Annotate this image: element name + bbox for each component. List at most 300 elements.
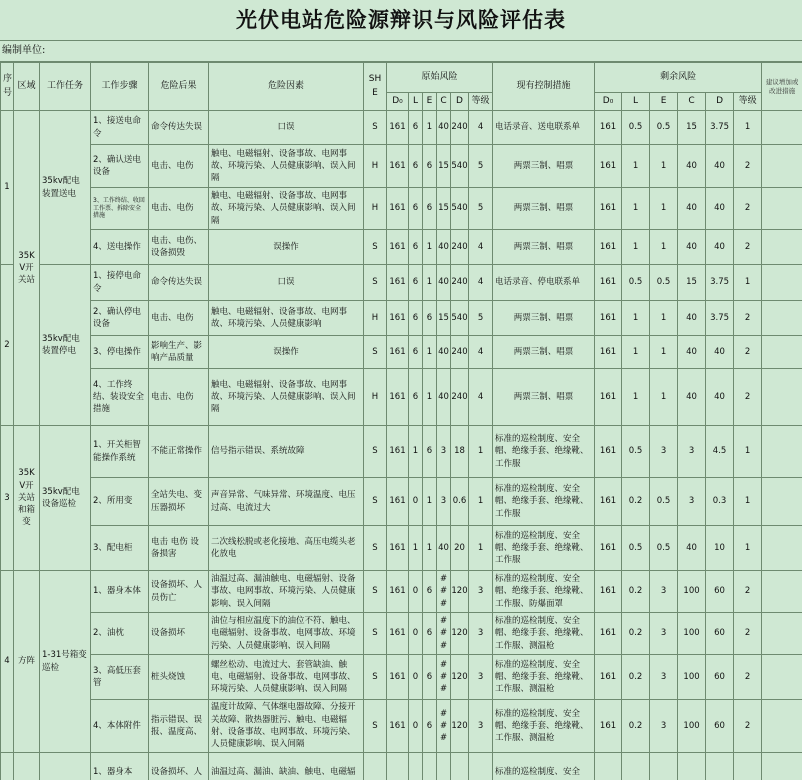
residual-rc-cell[interactable]: 40 (678, 369, 706, 426)
original-lv-cell[interactable]: 5 (469, 188, 493, 230)
residual-re-cell[interactable] (650, 753, 678, 780)
she-cell[interactable]: S (364, 655, 387, 700)
original-d0-cell[interactable]: 161 (387, 655, 409, 700)
residual-rl-cell[interactable]: 1 (622, 230, 650, 265)
original-l-cell[interactable]: 0 (409, 613, 423, 655)
residual-re-cell[interactable]: 0.5 (650, 478, 678, 526)
consequence-cell[interactable]: 设备损坏、人 (149, 753, 209, 780)
residual-rl-cell[interactable]: 0.5 (622, 265, 650, 301)
consequence-cell[interactable]: 影响生产、影响产品质量 (149, 336, 209, 369)
original-d0-cell[interactable]: 161 (387, 571, 409, 613)
original-l-cell[interactable]: 0 (409, 571, 423, 613)
suggest-cell[interactable] (762, 265, 802, 301)
original-lv-cell[interactable]: 3 (469, 571, 493, 613)
original-d-cell[interactable]: 240 (451, 111, 469, 145)
residual-rd0-cell[interactable]: 161 (595, 301, 622, 336)
she-cell[interactable]: S (364, 700, 387, 753)
original-c-cell[interactable]: ### (437, 571, 451, 613)
original-d-cell[interactable]: 540 (451, 188, 469, 230)
original-e-cell[interactable]: 6 (423, 426, 437, 478)
residual-rd-cell[interactable] (706, 753, 734, 780)
factor-cell[interactable]: 二次线松脱或老化接地、高压电缆头老化放电 (209, 526, 364, 571)
residual-rlv-cell[interactable] (734, 753, 762, 780)
she-cell[interactable] (364, 753, 387, 780)
consequence-cell[interactable]: 命令传达失误 (149, 265, 209, 301)
original-e-cell[interactable]: 1 (423, 526, 437, 571)
she-cell[interactable]: S (364, 526, 387, 571)
consequence-cell[interactable]: 电击、电伤、设备损毁 (149, 230, 209, 265)
residual-rd0-cell[interactable]: 161 (595, 336, 622, 369)
original-l-cell[interactable]: 1 (409, 426, 423, 478)
task-cell[interactable]: 1-31号箱变巡检 (40, 571, 91, 753)
original-e-cell[interactable]: 1 (423, 478, 437, 526)
original-l-cell[interactable]: 6 (409, 301, 423, 336)
original-d0-cell[interactable]: 161 (387, 188, 409, 230)
original-d0-cell[interactable]: 161 (387, 478, 409, 526)
residual-rd-cell[interactable]: 60 (706, 655, 734, 700)
control-cell[interactable]: 两票三制、唱票 (493, 336, 595, 369)
original-e-cell[interactable]: 6 (423, 613, 437, 655)
original-d-cell[interactable]: 120 (451, 655, 469, 700)
original-e-cell[interactable]: 6 (423, 145, 437, 188)
original-d-cell[interactable]: 540 (451, 301, 469, 336)
factor-cell[interactable]: 口误 (209, 265, 364, 301)
residual-rc-cell[interactable]: 100 (678, 613, 706, 655)
consequence-cell[interactable]: 桩头烧蚀 (149, 655, 209, 700)
step-cell[interactable]: 2、确认停电设备 (91, 301, 149, 336)
residual-rd-cell[interactable]: 40 (706, 369, 734, 426)
original-c-cell[interactable]: 3 (437, 426, 451, 478)
she-cell[interactable]: S (364, 571, 387, 613)
residual-rl-cell[interactable]: 0.2 (622, 700, 650, 753)
consequence-cell[interactable]: 指示错误、误报、温度高、 (149, 700, 209, 753)
seq-cell[interactable] (1, 753, 14, 780)
residual-rd0-cell[interactable]: 161 (595, 145, 622, 188)
control-cell[interactable]: 两票三制、唱票 (493, 369, 595, 426)
task-cell[interactable]: 35kv配电设备巡检 (40, 426, 91, 571)
residual-rl-cell[interactable]: 0.5 (622, 111, 650, 145)
original-d-cell[interactable]: 240 (451, 336, 469, 369)
original-d0-cell[interactable]: 161 (387, 700, 409, 753)
residual-rd0-cell[interactable]: 161 (595, 230, 622, 265)
step-cell[interactable]: 4、送电操作 (91, 230, 149, 265)
consequence-cell[interactable]: 设备损坏、人员伤亡 (149, 571, 209, 613)
step-cell[interactable]: 1、接停电命令 (91, 265, 149, 301)
suggest-cell[interactable] (762, 700, 802, 753)
original-l-cell[interactable]: 6 (409, 369, 423, 426)
seq-cell[interactable]: 1 (1, 111, 14, 265)
original-c-cell[interactable]: ### (437, 700, 451, 753)
she-cell[interactable]: S (364, 478, 387, 526)
residual-rl-cell[interactable]: 0.5 (622, 426, 650, 478)
residual-rd0-cell[interactable]: 161 (595, 571, 622, 613)
original-d-cell[interactable] (451, 753, 469, 780)
residual-rl-cell[interactable]: 0.2 (622, 571, 650, 613)
control-cell[interactable]: 标准的巡检制度、安全帽、绝缘手套、绝缘靴、工作服、测温枪 (493, 700, 595, 753)
step-cell[interactable]: 3、高低压套管 (91, 655, 149, 700)
original-d-cell[interactable]: 0.6 (451, 478, 469, 526)
area-cell[interactable]: 35KV开关站和箱变 (14, 426, 40, 571)
residual-rd-cell[interactable]: 10 (706, 526, 734, 571)
she-cell[interactable]: S (364, 336, 387, 369)
original-d0-cell[interactable]: 161 (387, 145, 409, 188)
residual-rl-cell[interactable]: 1 (622, 145, 650, 188)
step-cell[interactable]: 2、所用变 (91, 478, 149, 526)
residual-rlv-cell[interactable]: 2 (734, 301, 762, 336)
original-d0-cell[interactable] (387, 753, 409, 780)
original-d-cell[interactable]: 120 (451, 571, 469, 613)
factor-cell[interactable]: 油温过高、漏油、缺油、触电、电磁辐 (209, 753, 364, 780)
original-c-cell[interactable]: ### (437, 655, 451, 700)
consequence-cell[interactable]: 电击、电伤 (149, 188, 209, 230)
original-d0-cell[interactable]: 161 (387, 301, 409, 336)
residual-rlv-cell[interactable]: 2 (734, 655, 762, 700)
control-cell[interactable]: 电话录音、停电联系单 (493, 265, 595, 301)
residual-rc-cell[interactable]: 40 (678, 336, 706, 369)
factor-cell[interactable]: 误操作 (209, 230, 364, 265)
residual-rc-cell[interactable]: 40 (678, 145, 706, 188)
original-d0-cell[interactable]: 161 (387, 230, 409, 265)
original-lv-cell[interactable]: 4 (469, 336, 493, 369)
factor-cell[interactable]: 口误 (209, 111, 364, 145)
residual-re-cell[interactable]: 3 (650, 426, 678, 478)
seq-cell[interactable]: 4 (1, 571, 14, 753)
suggest-cell[interactable] (762, 526, 802, 571)
control-cell[interactable]: 标准的巡检制度、安全帽、绝缘手套、绝缘靴、工作服 (493, 426, 595, 478)
original-lv-cell[interactable]: 4 (469, 230, 493, 265)
original-d-cell[interactable]: 240 (451, 265, 469, 301)
residual-rc-cell[interactable]: 40 (678, 230, 706, 265)
residual-rd0-cell[interactable]: 161 (595, 188, 622, 230)
original-l-cell[interactable]: 6 (409, 188, 423, 230)
consequence-cell[interactable]: 全站失电、变压器损坏 (149, 478, 209, 526)
original-d0-cell[interactable]: 161 (387, 265, 409, 301)
residual-rl-cell[interactable]: 1 (622, 369, 650, 426)
she-cell[interactable]: H (364, 369, 387, 426)
residual-rlv-cell[interactable]: 1 (734, 426, 762, 478)
residual-rl-cell[interactable]: 1 (622, 301, 650, 336)
factor-cell[interactable]: 声音异常、气味异常、环境温度、电压过高、电流过大 (209, 478, 364, 526)
original-l-cell[interactable]: 1 (409, 526, 423, 571)
residual-rd-cell[interactable]: 40 (706, 230, 734, 265)
original-e-cell[interactable]: 1 (423, 111, 437, 145)
residual-rlv-cell[interactable]: 2 (734, 613, 762, 655)
residual-rc-cell[interactable]: 100 (678, 655, 706, 700)
step-cell[interactable]: 1、接送电命令 (91, 111, 149, 145)
suggest-cell[interactable] (762, 426, 802, 478)
residual-rd0-cell[interactable]: 161 (595, 478, 622, 526)
factor-cell[interactable]: 误操作 (209, 336, 364, 369)
step-cell[interactable]: 1、器身本 (91, 753, 149, 780)
residual-rd0-cell[interactable]: 161 (595, 369, 622, 426)
residual-rlv-cell[interactable]: 2 (734, 369, 762, 426)
residual-rd-cell[interactable]: 4.5 (706, 426, 734, 478)
residual-rc-cell[interactable]: 15 (678, 265, 706, 301)
she-cell[interactable]: S (364, 426, 387, 478)
residual-rc-cell[interactable]: 100 (678, 700, 706, 753)
consequence-cell[interactable]: 电击、电伤 (149, 301, 209, 336)
step-cell[interactable]: 1、开关柜智能操作系统 (91, 426, 149, 478)
original-e-cell[interactable]: 1 (423, 369, 437, 426)
residual-rl-cell[interactable]: 0.5 (622, 526, 650, 571)
original-d-cell[interactable]: 240 (451, 369, 469, 426)
residual-rd-cell[interactable]: 40 (706, 188, 734, 230)
original-d0-cell[interactable]: 161 (387, 526, 409, 571)
residual-rd-cell[interactable]: 40 (706, 145, 734, 188)
step-cell[interactable]: 3、工作终结、收回工作票、拆除安全措施 (91, 188, 149, 230)
suggest-cell[interactable] (762, 301, 802, 336)
control-cell[interactable]: 两票三制、唱票 (493, 301, 595, 336)
original-e-cell[interactable]: 6 (423, 301, 437, 336)
residual-rlv-cell[interactable]: 2 (734, 230, 762, 265)
suggest-cell[interactable] (762, 369, 802, 426)
residual-rlv-cell[interactable]: 2 (734, 571, 762, 613)
suggest-cell[interactable] (762, 655, 802, 700)
consequence-cell[interactable]: 命令传达失误 (149, 111, 209, 145)
she-cell[interactable]: H (364, 301, 387, 336)
original-l-cell[interactable]: 0 (409, 700, 423, 753)
residual-re-cell[interactable]: 0.5 (650, 265, 678, 301)
original-d-cell[interactable]: 120 (451, 613, 469, 655)
residual-rlv-cell[interactable]: 1 (734, 478, 762, 526)
residual-rl-cell[interactable]: 0.2 (622, 478, 650, 526)
original-c-cell[interactable] (437, 753, 451, 780)
she-cell[interactable]: S (364, 265, 387, 301)
suggest-cell[interactable] (762, 753, 802, 780)
original-lv-cell[interactable]: 4 (469, 111, 493, 145)
residual-rc-cell[interactable]: 40 (678, 188, 706, 230)
area-cell[interactable]: 35KV开关站 (14, 111, 40, 426)
residual-rlv-cell[interactable]: 2 (734, 188, 762, 230)
original-e-cell[interactable]: 1 (423, 230, 437, 265)
residual-rl-cell[interactable]: 1 (622, 336, 650, 369)
residual-rl-cell[interactable]: 0.2 (622, 613, 650, 655)
original-e-cell[interactable]: 6 (423, 571, 437, 613)
residual-rlv-cell[interactable]: 2 (734, 145, 762, 188)
consequence-cell[interactable]: 电击、电伤 (149, 369, 209, 426)
original-lv-cell[interactable] (469, 753, 493, 780)
she-cell[interactable]: H (364, 188, 387, 230)
residual-rc-cell[interactable]: 40 (678, 526, 706, 571)
original-lv-cell[interactable]: 1 (469, 526, 493, 571)
original-lv-cell[interactable]: 1 (469, 426, 493, 478)
step-cell[interactable]: 4、本体附件 (91, 700, 149, 753)
original-d-cell[interactable]: 540 (451, 145, 469, 188)
original-d-cell[interactable]: 120 (451, 700, 469, 753)
residual-rd-cell[interactable]: 3.75 (706, 265, 734, 301)
original-c-cell[interactable]: 40 (437, 230, 451, 265)
original-d-cell[interactable]: 240 (451, 230, 469, 265)
residual-rl-cell[interactable] (622, 753, 650, 780)
unit-label[interactable]: 编制单位: (0, 40, 802, 62)
residual-rd0-cell[interactable]: 161 (595, 613, 622, 655)
step-cell[interactable]: 1、器身本体 (91, 571, 149, 613)
residual-rlv-cell[interactable]: 1 (734, 111, 762, 145)
original-l-cell[interactable]: 6 (409, 230, 423, 265)
residual-rd0-cell[interactable]: 161 (595, 655, 622, 700)
residual-rc-cell[interactable]: 40 (678, 301, 706, 336)
residual-rd-cell[interactable]: 60 (706, 613, 734, 655)
area-cell[interactable] (14, 753, 40, 780)
residual-rd-cell[interactable]: 3.75 (706, 301, 734, 336)
residual-re-cell[interactable]: 1 (650, 145, 678, 188)
residual-re-cell[interactable]: 1 (650, 230, 678, 265)
residual-rd-cell[interactable]: 60 (706, 700, 734, 753)
residual-rd0-cell[interactable]: 161 (595, 265, 622, 301)
original-lv-cell[interactable]: 5 (469, 145, 493, 188)
step-cell[interactable]: 2、确认送电设备 (91, 145, 149, 188)
control-cell[interactable]: 标准的巡检制度、安全 (493, 753, 595, 780)
step-cell[interactable]: 3、停电操作 (91, 336, 149, 369)
original-c-cell[interactable]: 40 (437, 369, 451, 426)
original-c-cell[interactable]: 40 (437, 526, 451, 571)
residual-rd0-cell[interactable]: 161 (595, 111, 622, 145)
original-lv-cell[interactable]: 3 (469, 613, 493, 655)
suggest-cell[interactable] (762, 478, 802, 526)
original-lv-cell[interactable]: 5 (469, 301, 493, 336)
original-e-cell[interactable]: 1 (423, 336, 437, 369)
original-d-cell[interactable]: 20 (451, 526, 469, 571)
suggest-cell[interactable] (762, 111, 802, 145)
residual-re-cell[interactable]: 1 (650, 369, 678, 426)
original-c-cell[interactable]: 40 (437, 265, 451, 301)
original-c-cell[interactable]: 40 (437, 336, 451, 369)
residual-re-cell[interactable]: 3 (650, 700, 678, 753)
residual-rd0-cell[interactable] (595, 753, 622, 780)
original-e-cell[interactable] (423, 753, 437, 780)
original-d0-cell[interactable]: 161 (387, 426, 409, 478)
original-e-cell[interactable]: 1 (423, 265, 437, 301)
consequence-cell[interactable]: 不能正常操作 (149, 426, 209, 478)
original-c-cell[interactable]: 3 (437, 478, 451, 526)
residual-re-cell[interactable]: 1 (650, 336, 678, 369)
control-cell[interactable]: 标准的巡检制度、安全帽、绝缘手套、绝缘靴、工作服、测温枪 (493, 655, 595, 700)
residual-rlv-cell[interactable]: 2 (734, 700, 762, 753)
original-l-cell[interactable]: 0 (409, 655, 423, 700)
residual-rc-cell[interactable]: 15 (678, 111, 706, 145)
residual-re-cell[interactable]: 1 (650, 301, 678, 336)
original-l-cell[interactable]: 6 (409, 336, 423, 369)
factor-cell[interactable]: 触电、电磁辐射、设备事故、电网事故、环境污染、人员健康影响、误入间隔 (209, 188, 364, 230)
original-d0-cell[interactable]: 161 (387, 369, 409, 426)
she-cell[interactable]: H (364, 145, 387, 188)
residual-rlv-cell[interactable]: 1 (734, 526, 762, 571)
she-cell[interactable]: S (364, 111, 387, 145)
residual-re-cell[interactable]: 3 (650, 613, 678, 655)
consequence-cell[interactable]: 电击、电伤 (149, 145, 209, 188)
original-d-cell[interactable]: 18 (451, 426, 469, 478)
original-l-cell[interactable]: 6 (409, 111, 423, 145)
control-cell[interactable]: 标准的巡检制度、安全帽、绝缘手套、绝缘靴、工作服、防爆面罩 (493, 571, 595, 613)
factor-cell[interactable]: 触电、电磁辐射、设备事故、电网事故、环境污染、人员健康影响、误入间隔 (209, 369, 364, 426)
residual-rc-cell[interactable] (678, 753, 706, 780)
step-cell[interactable]: 2、油枕 (91, 613, 149, 655)
control-cell[interactable]: 两票三制、唱票 (493, 145, 595, 188)
step-cell[interactable]: 4、工作终结、装设安全措施 (91, 369, 149, 426)
original-lv-cell[interactable]: 4 (469, 265, 493, 301)
residual-rd-cell[interactable]: 0.3 (706, 478, 734, 526)
residual-rd0-cell[interactable]: 161 (595, 700, 622, 753)
original-c-cell[interactable]: ### (437, 613, 451, 655)
original-e-cell[interactable]: 6 (423, 700, 437, 753)
control-cell[interactable]: 标准的巡检制度、安全帽、绝缘手套、绝缘靴、工作服 (493, 478, 595, 526)
factor-cell[interactable]: 信号指示错误、系统故障 (209, 426, 364, 478)
original-l-cell[interactable]: 6 (409, 145, 423, 188)
factor-cell[interactable]: 触电、电磁辐射、设备事故、电网事故、环境污染、人员健康影响 (209, 301, 364, 336)
she-cell[interactable]: S (364, 613, 387, 655)
original-lv-cell[interactable]: 1 (469, 478, 493, 526)
suggest-cell[interactable] (762, 230, 802, 265)
factor-cell[interactable]: 温度计故障、气体继电器故障、分接开关故障、散热器脏污、触电、电磁辐射、设备事故、电网事故、环境污染、人员健康影响、误入间隔 (209, 700, 364, 753)
original-c-cell[interactable]: 40 (437, 111, 451, 145)
original-c-cell[interactable]: 15 (437, 145, 451, 188)
residual-rd0-cell[interactable]: 161 (595, 526, 622, 571)
residual-re-cell[interactable]: 0.5 (650, 526, 678, 571)
original-c-cell[interactable]: 15 (437, 188, 451, 230)
original-l-cell[interactable]: 0 (409, 478, 423, 526)
original-l-cell[interactable]: 6 (409, 265, 423, 301)
consequence-cell[interactable]: 设备损坏 (149, 613, 209, 655)
residual-re-cell[interactable]: 1 (650, 188, 678, 230)
suggest-cell[interactable] (762, 188, 802, 230)
suggest-cell[interactable] (762, 613, 802, 655)
original-e-cell[interactable]: 6 (423, 188, 437, 230)
residual-rlv-cell[interactable]: 2 (734, 336, 762, 369)
control-cell[interactable]: 标准的巡检制度、安全帽、绝缘手套、绝缘靴、工作服 (493, 526, 595, 571)
control-cell[interactable]: 两票三制、唱票 (493, 188, 595, 230)
suggest-cell[interactable] (762, 145, 802, 188)
residual-rlv-cell[interactable]: 1 (734, 265, 762, 301)
factor-cell[interactable]: 触电、电磁辐射、设备事故、电网事故、环境污染、人员健康影响、误入间隔 (209, 145, 364, 188)
original-d0-cell[interactable]: 161 (387, 613, 409, 655)
original-d0-cell[interactable]: 161 (387, 336, 409, 369)
residual-rc-cell[interactable]: 3 (678, 426, 706, 478)
suggest-cell[interactable] (762, 571, 802, 613)
seq-cell[interactable]: 2 (1, 265, 14, 426)
suggest-cell[interactable] (762, 336, 802, 369)
original-lv-cell[interactable]: 3 (469, 700, 493, 753)
task-cell[interactable] (40, 753, 91, 780)
original-l-cell[interactable] (409, 753, 423, 780)
factor-cell[interactable]: 油温过高、漏油触电、电磁辐射、设备事故、电网事故、环境污染、人员健康影响、误入间隔 (209, 571, 364, 613)
residual-rd0-cell[interactable]: 161 (595, 426, 622, 478)
residual-re-cell[interactable]: 0.5 (650, 111, 678, 145)
original-lv-cell[interactable]: 3 (469, 655, 493, 700)
residual-rd-cell[interactable]: 3.75 (706, 111, 734, 145)
she-cell[interactable]: S (364, 230, 387, 265)
residual-rl-cell[interactable]: 1 (622, 188, 650, 230)
residual-re-cell[interactable]: 3 (650, 571, 678, 613)
control-cell[interactable]: 标准的巡检制度、安全帽、绝缘手套、绝缘靴、工作服、测温枪 (493, 613, 595, 655)
residual-re-cell[interactable]: 3 (650, 655, 678, 700)
control-cell[interactable]: 电话录音、送电联系单 (493, 111, 595, 145)
consequence-cell[interactable]: 电击 电伤 设备损害 (149, 526, 209, 571)
residual-rd-cell[interactable]: 40 (706, 336, 734, 369)
task-cell[interactable]: 35kv配电装置停电 (40, 265, 91, 426)
factor-cell[interactable]: 油位与相应温度下的油位不符、触电、电磁辐射、设备事故、电网事故、环境污染、人员健康影响、误入间隔 (209, 613, 364, 655)
residual-rc-cell[interactable]: 100 (678, 571, 706, 613)
step-cell[interactable]: 3、配电柜 (91, 526, 149, 571)
residual-rc-cell[interactable]: 3 (678, 478, 706, 526)
residual-rl-cell[interactable]: 0.2 (622, 655, 650, 700)
control-cell[interactable]: 两票三制、唱票 (493, 230, 595, 265)
area-cell[interactable]: 方阵 (14, 571, 40, 753)
original-e-cell[interactable]: 6 (423, 655, 437, 700)
residual-rd-cell[interactable]: 60 (706, 571, 734, 613)
factor-cell[interactable]: 螺丝松动、电流过大、套管缺油、触电、电磁辐射、设备事故、电网事故、环境污染、人员健康影响、误入间隔 (209, 655, 364, 700)
original-lv-cell[interactable]: 4 (469, 369, 493, 426)
original-c-cell[interactable]: 15 (437, 301, 451, 336)
